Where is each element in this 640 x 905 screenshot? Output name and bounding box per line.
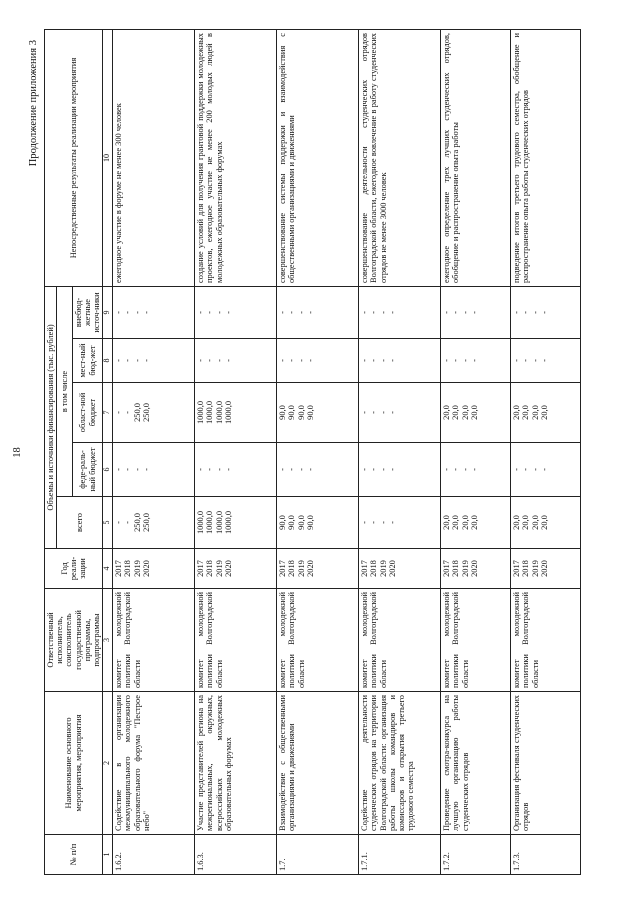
col-no: № п/п xyxy=(45,835,103,875)
local-amount: - - - - xyxy=(113,339,195,383)
program-table xyxy=(44,29,581,875)
local-amount: - - - - xyxy=(277,339,359,383)
col-responsible: Ответственный исполнитель, соисполнитель государственной программы, подпрограммы xyxy=(45,589,103,692)
result: совершенствование системы поддержки и взаимодействия с общественными организациями и движениями xyxy=(277,30,359,287)
federal-amount: - - - - xyxy=(511,443,581,497)
column-number: 9 xyxy=(103,287,113,339)
row-number: 1.7.1. xyxy=(359,835,441,875)
row-number: 1.7. xyxy=(277,835,359,875)
regional-amount: - - 250,0 250,0 xyxy=(113,383,195,443)
responsible: комитет молодежной политики Волгоградской области xyxy=(195,589,277,692)
regional-amount: - - - - xyxy=(359,383,441,443)
federal-amount: - - - - xyxy=(359,443,441,497)
col-name: Наименование основного мероприятия, мероприятия xyxy=(45,692,103,835)
measure-name: Проведение смотра-конкурса на лучшую организацию работы студенческих отрядов xyxy=(441,692,511,835)
column-number: 7 xyxy=(103,383,113,443)
column-number: 8 xyxy=(103,339,113,383)
column-number: 1 xyxy=(103,835,113,875)
local-amount: - - - - xyxy=(441,339,511,383)
column-number: 6 xyxy=(103,443,113,497)
total-amount: - - - - xyxy=(359,497,441,549)
column-number: 10 xyxy=(103,30,113,287)
years: 2017 2018 2019 2020 xyxy=(441,549,511,589)
federal-amount: - - - - xyxy=(113,443,195,497)
responsible: комитет молодежной политики Волгоградской области xyxy=(113,589,195,692)
extrabudget-amount: - - - - xyxy=(511,287,581,339)
total-amount: 20,0 20,0 20,0 20,0 xyxy=(441,497,511,549)
years: 2017 2018 2019 2020 xyxy=(511,549,581,589)
regional-amount: 1000,0 1000,0 1000,0 1000,0 xyxy=(195,383,277,443)
total-amount: 90,0 90,0 90,0 90,0 xyxy=(277,497,359,549)
row-number: 1.7.3. xyxy=(511,835,581,875)
extrabudget-amount: - - - - xyxy=(113,287,195,339)
measure-name: Организация фестиваля студенческих отрядов xyxy=(511,692,581,835)
result: совершенствование деятельности студенческих отрядов Волгоградской области, ежегодное вовлечение в работу студенческих отрядов не менее 3000 человек xyxy=(359,30,441,287)
regional-amount: 20,0 20,0 20,0 20,0 xyxy=(441,383,511,443)
col-total: всего xyxy=(57,497,103,549)
total-amount: 1000,0 1000,0 1000,0 1000,0 xyxy=(195,497,277,549)
responsible: комитет молодежной политики Волгоградской области xyxy=(277,589,359,692)
years: 2017 2018 2019 2020 xyxy=(195,549,277,589)
page-number: 18 xyxy=(12,447,23,458)
column-number: 4 xyxy=(103,549,113,589)
extrabudget-amount: - - - - xyxy=(359,287,441,339)
table-row xyxy=(113,30,195,875)
row-number: 1.7.2. xyxy=(441,835,511,875)
result: создание условий для получения грантовой поддержки молодежных проектов, ежегодное участие не менее 200 молодых людей в молодежных образовательных форумах xyxy=(195,30,277,287)
total-amount: 20,0 20,0 20,0 20,0 xyxy=(511,497,581,549)
regional-amount: 20,0 20,0 20,0 20,0 xyxy=(511,383,581,443)
row-number: 1.6.2. xyxy=(113,835,195,875)
column-numbers-row xyxy=(103,30,113,875)
local-amount: - - - - xyxy=(511,339,581,383)
responsible: комитет молодежной политики Волгоградской области xyxy=(441,589,511,692)
federal-amount: - - - - xyxy=(277,443,359,497)
measure-name: Содействие в организации межмуниципального молодежного образовательного форума "Пестрое небо" xyxy=(113,692,195,835)
local-amount: - - - - xyxy=(359,339,441,383)
col-regional: област-ной бюджет xyxy=(72,383,103,443)
column-number: 2 xyxy=(103,692,113,835)
years: 2017 2018 2019 2020 xyxy=(359,549,441,589)
responsible: комитет молодежной политики Волгоградской области xyxy=(511,589,581,692)
col-federal: феде-раль-ный бюджет xyxy=(72,443,103,497)
table-row xyxy=(359,30,441,875)
header-row xyxy=(45,30,57,875)
col-extrabudget: внебюд-жетные источ-ники xyxy=(72,287,103,339)
col-financing: Объемы и источники финансирования (тыс. рублей) xyxy=(45,287,57,549)
extrabudget-amount: - - - - xyxy=(441,287,511,339)
local-amount: - - - - xyxy=(195,339,277,383)
extrabudget-amount: - - - - xyxy=(195,287,277,339)
table-row xyxy=(277,30,359,875)
years: 2017 2018 2019 2020 xyxy=(113,549,195,589)
federal-amount: - - - - xyxy=(441,443,511,497)
extrabudget-amount: - - - - xyxy=(277,287,359,339)
regional-amount: 90,0 90,0 90,0 90,0 xyxy=(277,383,359,443)
result: ежегодное участие в форуме не менее 300 человек xyxy=(113,30,195,287)
years: 2017 2018 2019 2020 xyxy=(277,549,359,589)
result: подведение итогов третьего трудового семестра, обобщение и распространение опыта работы студенческих отрядов xyxy=(511,30,581,287)
table-row xyxy=(441,30,511,875)
col-including: в том числе xyxy=(57,287,72,497)
col-results: Непосредственные результаты реализации мероприятия xyxy=(45,30,103,287)
table-row xyxy=(195,30,277,875)
table-row xyxy=(511,30,581,875)
column-number: 3 xyxy=(103,589,113,692)
result: ежегодное определение трех лучших студенческих отрядов, обобщение и распространение опыта работы xyxy=(441,30,511,287)
column-number: 5 xyxy=(103,497,113,549)
col-year: Год реали-зации xyxy=(45,549,103,589)
row-number: 1.6.3. xyxy=(195,835,277,875)
measure-name: Взаимодействие с общественными организациями и движениями xyxy=(277,692,359,835)
appendix-note: Продолжение приложения 3 xyxy=(28,40,39,167)
federal-amount: - - - - xyxy=(195,443,277,497)
measure-name: Участие представителей региона на межрегиональных, окружных, всероссийских молодежных образовательных форумах xyxy=(195,692,277,835)
table-body xyxy=(113,30,581,875)
responsible: комитет молодежной политики Волгоградской области xyxy=(359,589,441,692)
col-local: мест-ный бюд-жет xyxy=(72,339,103,383)
measure-name: Содействие деятельности студенческих отрядов на территории Волгоградской области: организация работы школы командиров и комиссаров и открытия третьего трудового семестра xyxy=(359,692,441,835)
total-amount: - - 250,0 250,0 xyxy=(113,497,195,549)
